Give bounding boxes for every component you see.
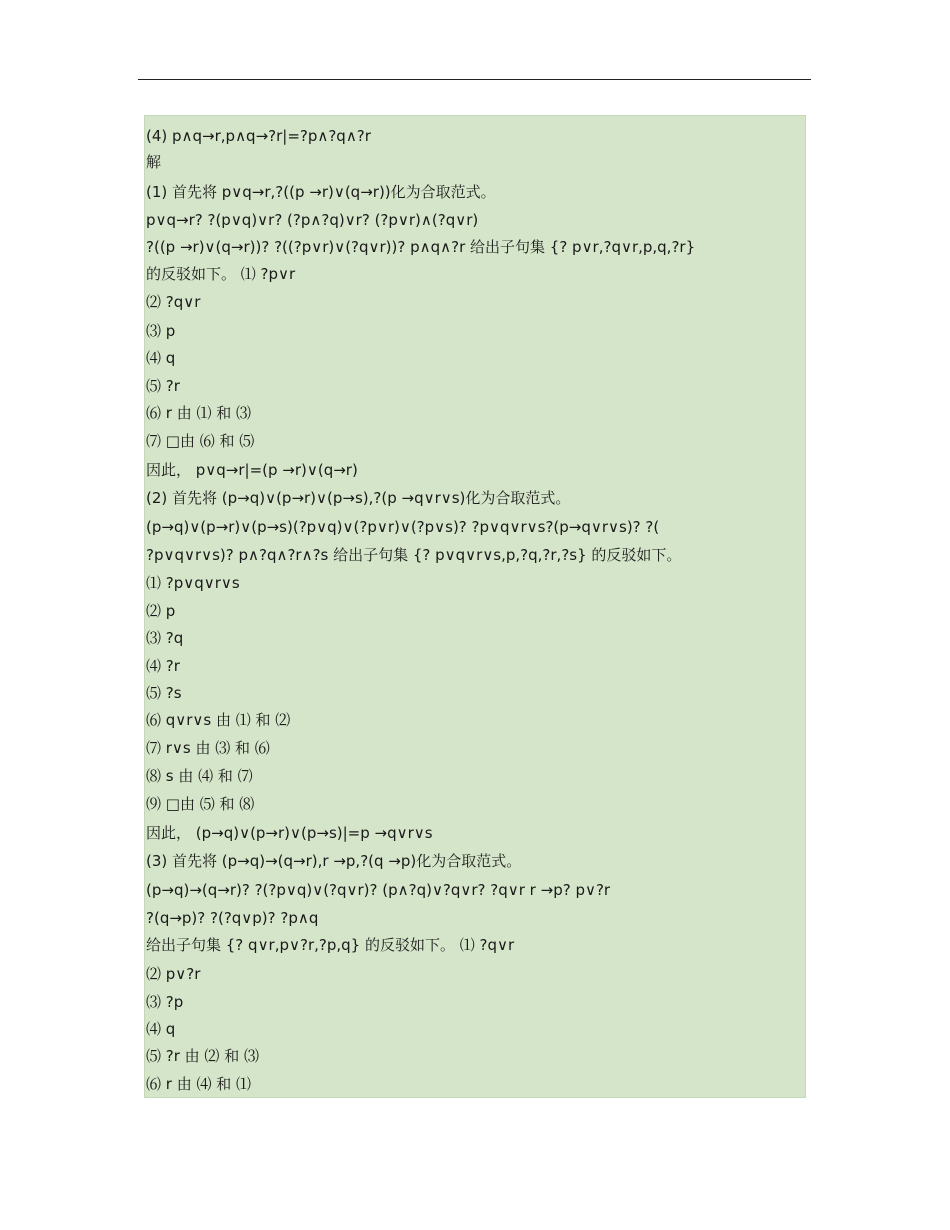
text-line: (p→q)∨(p→r)∨(p→s)(?p∨q)∨(?p∨r)∨(?p∨s)? ?p∨q∨r∨s?(p→q∨r∨s)? ?( bbox=[146, 518, 660, 536]
text-line: p∨q→r? ?(p∨q)∨r? (?p∧?q)∨r? (?p∨r)∧(?q∨r) bbox=[146, 211, 479, 229]
text-line: ⑶ ?p bbox=[146, 993, 184, 1011]
text-line: ?((p →r)∨(q→r))? ?((?p∨r)∨(?q∨r))? p∧q∧?r 给出子句集 {? p∨r,?q∨r,p,q,?r} bbox=[146, 238, 696, 256]
text-line: (4) p∧q→r,p∧q→?r|=?p∧?q∧?r bbox=[146, 127, 371, 145]
text-line: 解 bbox=[146, 153, 162, 171]
text-line: 给出子句集 {? q∨r,p∨?r,?p,q} 的反驳如下。 ⑴ ?q∨r bbox=[146, 936, 515, 954]
text-line: ⑵ ?q∨r bbox=[146, 293, 201, 311]
text-line: ⑸ ?r bbox=[146, 377, 180, 395]
text-line: ⑸ ?s bbox=[146, 684, 182, 702]
text-line: 因此， p∨q→r|=(p →r)∨(q→r) bbox=[146, 461, 358, 479]
text-line: ⑼ □由 ⑸ 和 ⑻ bbox=[146, 795, 255, 813]
text-line: ⑷ ?r bbox=[146, 657, 180, 675]
text-line: ?p∨q∨r∨s)? p∧?q∧?r∧?s 给出子句集 {? p∨q∨r∨s,p,?q,?r,?s} 的反驳如下。 bbox=[146, 546, 682, 564]
text-line: (p→q)→(q→r)? ?(?p∨q)∨(?q∨r)? (p∧?q)∨?q∨r? ?q∨r r →p? p∨?r bbox=[146, 881, 611, 899]
text-line: ⑹ r 由 ⑷ 和 ⑴ bbox=[146, 1075, 252, 1093]
content-box bbox=[144, 115, 806, 1098]
text-line: ⑻ s 由 ⑷ 和 ⑺ bbox=[146, 767, 253, 785]
text-line: ⑷ q bbox=[146, 349, 176, 367]
header-rule bbox=[138, 79, 811, 80]
text-line: ⑴ ?p∨q∨r∨s bbox=[146, 574, 240, 592]
text-line: ⑹ r 由 ⑴ 和 ⑶ bbox=[146, 404, 252, 422]
text-line: 因此， (p→q)∨(p→r)∨(p→s)|=p →q∨r∨s bbox=[146, 824, 433, 842]
text-line: ⑶ p bbox=[146, 322, 176, 340]
text-line: ⑹ q∨r∨s 由 ⑴ 和 ⑵ bbox=[146, 711, 291, 729]
text-line: ⑶ ?q bbox=[146, 629, 184, 647]
text-line: (3) 首先将 (p→q)→(q→r),r →p,?(q →p)化为合取范式。 bbox=[146, 852, 522, 870]
text-line: ⑺ □由 ⑹ 和 ⑸ bbox=[146, 432, 255, 450]
text-line: ⑷ q bbox=[146, 1020, 176, 1038]
text-line: ⑺ r∨s 由 ⑶ 和 ⑹ bbox=[146, 739, 270, 757]
text-line: ⑸ ?r 由 ⑵ 和 ⑶ bbox=[146, 1047, 259, 1065]
text-line: 的反驳如下。 ⑴ ?p∨r bbox=[146, 265, 296, 283]
text-line: ⑵ p bbox=[146, 602, 176, 620]
text-line: (2) 首先将 (p→q)∨(p→r)∨(p→s),?(p →q∨r∨s)化为合取范式。 bbox=[146, 489, 571, 507]
text-line: (1) 首先将 p∨q→r,?((p →r)∨(q→r))化为合取范式。 bbox=[146, 183, 496, 201]
text-line: ⑵ p∨?r bbox=[146, 965, 201, 983]
text-line: ?(q→p)? ?(?q∨p)? ?p∧q bbox=[146, 909, 319, 927]
